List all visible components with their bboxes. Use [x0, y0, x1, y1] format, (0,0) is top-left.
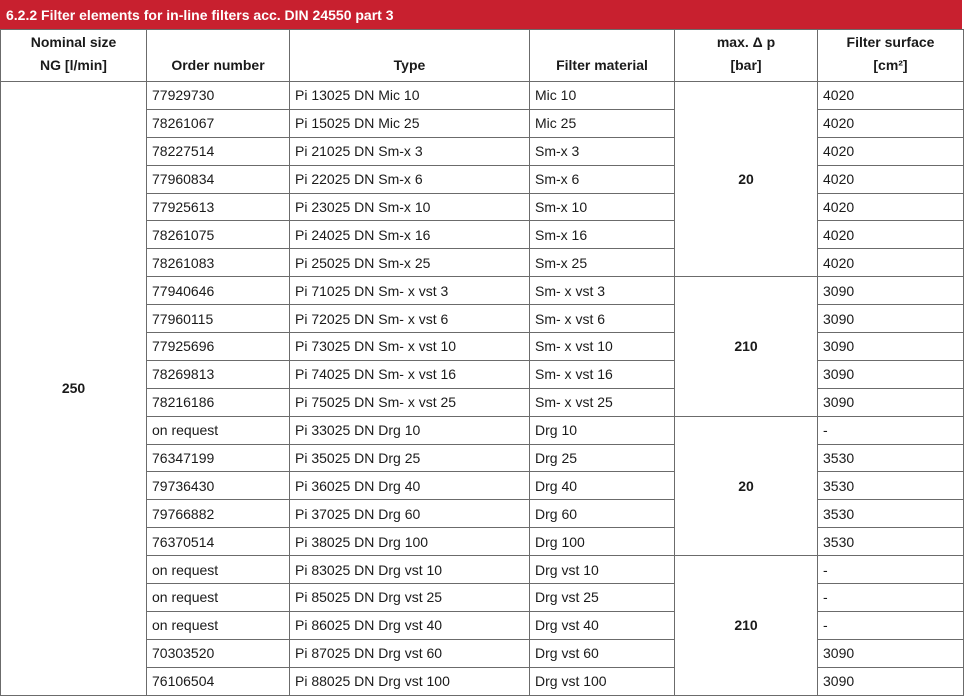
filter-material-cell: Drg vst 100 — [530, 667, 675, 695]
max-dp-cell: 20 — [675, 416, 818, 555]
order-number-cell: 78227514 — [147, 137, 290, 165]
filter-surface-cell: 4020 — [818, 82, 964, 110]
order-number-cell: 78261067 — [147, 109, 290, 137]
order-number-cell: 78269813 — [147, 360, 290, 388]
filter-surface-cell: 3090 — [818, 360, 964, 388]
filter-material-cell: Mic 10 — [530, 82, 675, 110]
nominal-size-cell: 250 — [1, 82, 147, 696]
order-number-cell: 77960834 — [147, 165, 290, 193]
filter-surface-cell: - — [818, 556, 964, 584]
filter-surface-cell: 3090 — [818, 305, 964, 333]
header-surface-line1: Filter surface — [846, 34, 935, 50]
type-cell: Pi 85025 DN Drg vst 25 — [290, 584, 530, 612]
filter-surface-cell: 3090 — [818, 388, 964, 416]
order-number-cell: 76347199 — [147, 444, 290, 472]
filter-material-cell: Sm-x 6 — [530, 165, 675, 193]
order-number-cell: 70303520 — [147, 639, 290, 667]
order-number-cell: on request — [147, 611, 290, 639]
type-cell: Pi 25025 DN Sm-x 25 — [290, 249, 530, 277]
filter-material-cell: Drg 60 — [530, 500, 675, 528]
filter-material-cell: Drg 25 — [530, 444, 675, 472]
filter-surface-cell: - — [818, 584, 964, 612]
filter-surface-cell: - — [818, 611, 964, 639]
filter-material-cell: Drg 100 — [530, 528, 675, 556]
filter-surface-cell: 3090 — [818, 277, 964, 305]
header-dp-line1: max. Δ p — [716, 34, 776, 50]
type-cell: Pi 88025 DN Drg vst 100 — [290, 667, 530, 695]
order-number-cell: 77925696 — [147, 333, 290, 361]
table-title: 6.2.2 Filter elements for in-line filters acc. DIN 24550 part 3 — [0, 0, 962, 29]
filter-material-cell: Sm-x 16 — [530, 221, 675, 249]
max-dp-cell: 210 — [675, 556, 818, 695]
filter-material-cell: Drg 40 — [530, 472, 675, 500]
type-cell: Pi 74025 DN Sm- x vst 16 — [290, 360, 530, 388]
filter-surface-cell: 3530 — [818, 528, 964, 556]
filter-material-cell: Sm-x 3 — [530, 137, 675, 165]
order-number-cell: 77960115 — [147, 305, 290, 333]
filter-material-cell: Mic 25 — [530, 109, 675, 137]
filter-material-cell: Drg vst 40 — [530, 611, 675, 639]
type-cell: Pi 86025 DN Drg vst 40 — [290, 611, 530, 639]
table-body — [1, 82, 964, 696]
filter-surface-cell: 3090 — [818, 639, 964, 667]
order-number-cell: 78261075 — [147, 221, 290, 249]
header-filter-surface — [818, 30, 964, 82]
filter-surface-cell: 3530 — [818, 444, 964, 472]
order-number-cell: 77929730 — [147, 82, 290, 110]
order-number-cell: 76106504 — [147, 667, 290, 695]
type-cell: Pi 87025 DN Drg vst 60 — [290, 639, 530, 667]
type-cell: Pi 37025 DN Drg 60 — [290, 500, 530, 528]
filter-surface-cell: 4020 — [818, 137, 964, 165]
filter-material-cell: Sm- x vst 25 — [530, 388, 675, 416]
type-cell: Pi 35025 DN Drg 25 — [290, 444, 530, 472]
order-number-cell: 77940646 — [147, 277, 290, 305]
type-cell: Pi 73025 DN Sm- x vst 10 — [290, 333, 530, 361]
order-number-cell: on request — [147, 416, 290, 444]
order-number-cell: on request — [147, 556, 290, 584]
header-filter-material: Filter material — [530, 30, 675, 82]
filter-material-cell: Drg vst 10 — [530, 556, 675, 584]
order-number-cell: on request — [147, 584, 290, 612]
filter-elements-table — [0, 29, 964, 696]
type-cell: Pi 36025 DN Drg 40 — [290, 472, 530, 500]
header-nominal-line1: Nominal size — [30, 34, 117, 50]
type-cell: Pi 75025 DN Sm- x vst 25 — [290, 388, 530, 416]
max-dp-cell: 210 — [675, 277, 818, 416]
filter-material-cell: Sm- x vst 16 — [530, 360, 675, 388]
filter-surface-cell: 3090 — [818, 333, 964, 361]
filter-surface-cell: 3530 — [818, 500, 964, 528]
type-cell: Pi 23025 DN Sm-x 10 — [290, 193, 530, 221]
filter-material-cell: Sm- x vst 6 — [530, 305, 675, 333]
filter-material-cell: Sm-x 25 — [530, 249, 675, 277]
order-number-cell: 78216186 — [147, 388, 290, 416]
header-nominal-line2: NG [l/min] — [40, 57, 107, 73]
filter-surface-cell: 4020 — [818, 221, 964, 249]
filter-surface-cell: 3530 — [818, 472, 964, 500]
header-dp-line2: [bar] — [730, 57, 762, 73]
filter-surface-cell: 4020 — [818, 109, 964, 137]
type-cell: Pi 33025 DN Drg 10 — [290, 416, 530, 444]
header-max-dp — [675, 30, 818, 82]
header-nominal-size — [1, 30, 147, 82]
max-dp-cell: 20 — [675, 82, 818, 277]
type-cell: Pi 72025 DN Sm- x vst 6 — [290, 305, 530, 333]
order-number-cell: 79736430 — [147, 472, 290, 500]
filter-material-cell: Sm- x vst 3 — [530, 277, 675, 305]
order-number-cell: 78261083 — [147, 249, 290, 277]
filter-surface-cell: 4020 — [818, 165, 964, 193]
filter-material-cell: Sm-x 10 — [530, 193, 675, 221]
type-cell: Pi 38025 DN Drg 100 — [290, 528, 530, 556]
header-type: Type — [290, 30, 530, 82]
header-surface-line2: [cm²] — [873, 57, 908, 73]
header-order-number: Order number — [147, 30, 290, 82]
type-cell: Pi 21025 DN Sm-x 3 — [290, 137, 530, 165]
type-cell: Pi 71025 DN Sm- x vst 3 — [290, 277, 530, 305]
type-cell: Pi 15025 DN Mic 25 — [290, 109, 530, 137]
filter-material-cell: Drg 10 — [530, 416, 675, 444]
order-number-cell: 79766882 — [147, 500, 290, 528]
filter-surface-cell: 3090 — [818, 667, 964, 695]
type-cell: Pi 83025 DN Drg vst 10 — [290, 556, 530, 584]
filter-surface-cell: 4020 — [818, 249, 964, 277]
type-cell: Pi 24025 DN Sm-x 16 — [290, 221, 530, 249]
table-header-row — [1, 30, 964, 82]
order-number-cell: 76370514 — [147, 528, 290, 556]
filter-material-cell: Drg vst 25 — [530, 584, 675, 612]
filter-surface-cell: 4020 — [818, 193, 964, 221]
type-cell: Pi 13025 DN Mic 10 — [290, 82, 530, 110]
table-row — [1, 82, 964, 110]
filter-material-cell: Sm- x vst 10 — [530, 333, 675, 361]
order-number-cell: 77925613 — [147, 193, 290, 221]
filter-material-cell: Drg vst 60 — [530, 639, 675, 667]
filter-surface-cell: - — [818, 416, 964, 444]
type-cell: Pi 22025 DN Sm-x 6 — [290, 165, 530, 193]
